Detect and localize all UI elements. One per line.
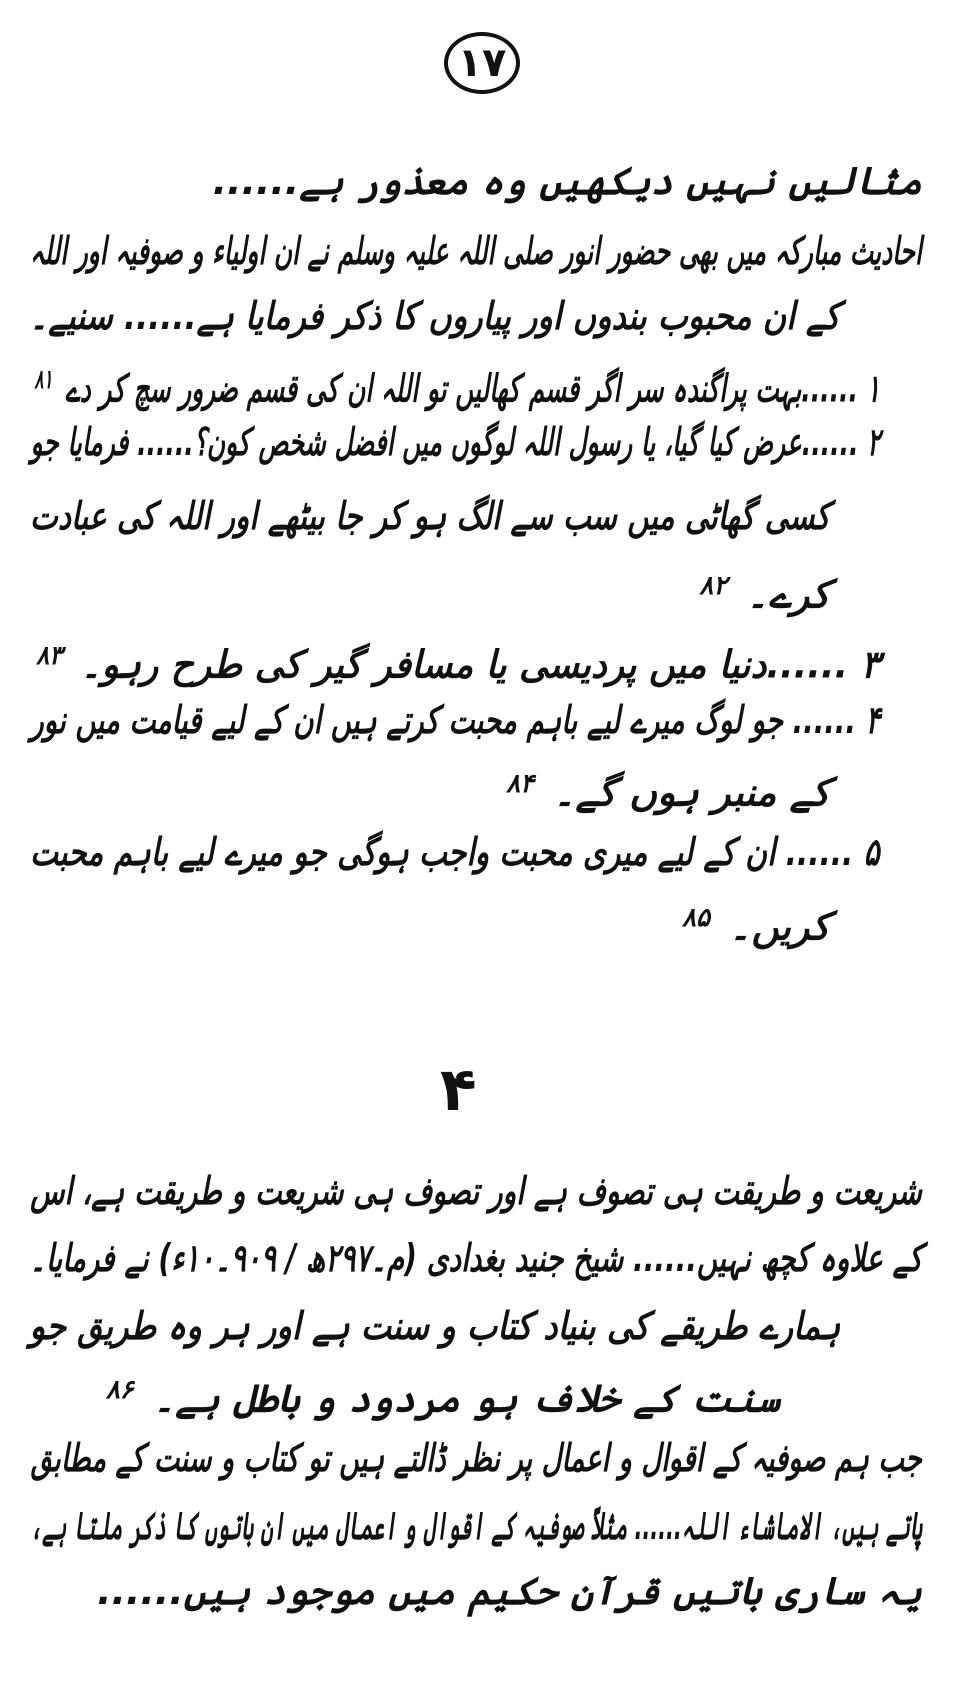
hadith-3 (31, 630, 880, 691)
hadith-1 (30, 354, 880, 415)
footnote-86: ۸۶ (105, 1375, 134, 1405)
hadith-4-end-text: کے منبر ہوں گے۔ (553, 770, 830, 815)
quote-line-2 (100, 1364, 780, 1425)
hadith-5-end (676, 892, 830, 953)
text-line-17: جب ہم صوفیہ کے اقوال و اعمال پر نظر ڈالتے ہیں تو کتاب و سنت کے مطابق (30, 1436, 922, 1480)
hadith-5-end-text: کریں۔ (729, 904, 830, 949)
hadith-2-end-text: کرے۔ (746, 572, 830, 617)
footnote-83: ۸۳ (36, 641, 63, 671)
text-line-1: مثالیں نہیں دیکھیں وہ معذور ہے...... (212, 159, 922, 203)
quote-line-2-text: سنت کے خلاف ہو مردود و باطل ہے۔ (153, 1376, 780, 1421)
footnote-84: ۸۴ (506, 769, 535, 799)
text-line-18: پاتے ہیں، الاماشاء اللہ...... مثلاً صوفیہ کے اقوال و اعمال میں ان باتوں کا ذکر ملتا ہے، (29, 1504, 922, 1548)
text-line-13: شریعت و طریقت ہی تصوف ہے اور تصوف ہی شریعت و طریقت ہے، اس (30, 1169, 922, 1213)
quote-line-1: ہمارے طریقے کی بنیاد کتاب و سنت ہے اور ہر وہ طریق جو (29, 1304, 840, 1348)
hadith-1-text: ۱ ......بہت پراگندہ سر اگر قسم کھالیں تو اللہ ان کی قسم ضرور سچ کر دے (65, 366, 880, 411)
footnote-82: ۸۲ (699, 571, 728, 601)
hadith-3-text: ۳ ......دنیا میں پردیسی یا مسافر گیر کی طرح رہو۔ (80, 642, 880, 687)
text-line-3: کے ان محبوب بندوں اور پیاروں کا ذکر فرمایا ہے...... سنیے۔ (29, 294, 840, 338)
hadith-2-end (693, 560, 830, 621)
section-number: ۴ (440, 1055, 477, 1125)
footnote-85: ۸۵ (682, 903, 710, 933)
page-number: ۱۷ (444, 32, 520, 94)
hadith-4: ۴ ...... جو لوگ میرے لیے باہم محبت کرتے ہیں ان کے لیے قیامت میں نور (29, 698, 880, 742)
hadith-4-end (500, 758, 830, 819)
footnote-81: ۸۱ (34, 365, 53, 395)
hadith-2-cont: کسی گھاٹی میں سب سے الگ ہو کر جا بیٹھے اور اللہ کی عبادت (29, 494, 830, 538)
text-line-14: کے علاوہ کچھ نہیں...... شیخ جنید بغدادی (م۔۲۹۷ھ / ۹۰۹۔۱۰ء) نے فرمایا۔ (29, 1236, 922, 1280)
hadith-5: ۵ ...... ان کے لیے میری محبت واجب ہوگی جو میرے لیے باہم محبت (30, 830, 880, 874)
text-line-19: یہ ساری باتیں قرآن حکیم میں موجود ہیں...... (97, 1569, 922, 1613)
hadith-2: ۲ ......عرض کیا گیا، یا رسول اللہ لوگوں میں افضل شخص کون؟...... فرمایا جو (30, 420, 880, 464)
text-line-2: احادیث مبارکہ میں بھی حضور انور صلی اللہ علیہ وسلم نے ان اولیاء و صوفیہ اور اللہ (30, 229, 922, 273)
